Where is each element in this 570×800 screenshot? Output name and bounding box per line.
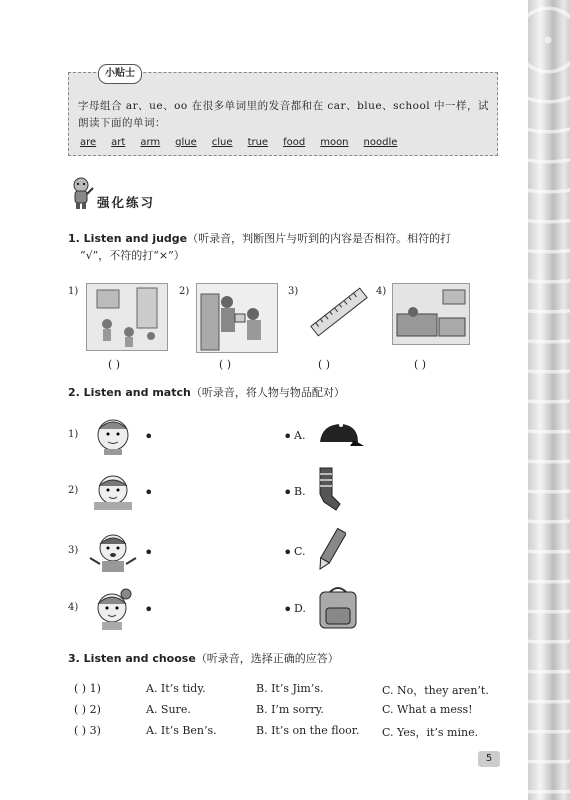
q3-option-a: A. It’s Ben’s. xyxy=(146,724,217,737)
q3-option-b: B. It’s Jim’s. xyxy=(256,682,324,695)
q3-heading xyxy=(68,650,339,666)
q2-instruction: （听录音，将人物与物品配对） xyxy=(190,386,345,399)
q1-answer-paren[interactable]: ( ) xyxy=(318,358,331,371)
q2-object-letter: D. xyxy=(294,602,306,615)
mascot-icon xyxy=(68,176,94,210)
q3-option-c: C. Yes，it’s mine. xyxy=(382,726,479,739)
q1-picture-gift xyxy=(196,283,278,353)
q3-option-a: A. It’s tidy. xyxy=(146,682,206,695)
q3-instruction: （听录音，选择正确的应答） xyxy=(195,652,339,665)
section-title: 强化练习 xyxy=(97,195,156,210)
q1-item-number: 2) xyxy=(179,286,190,297)
girl-face-icon xyxy=(90,472,136,510)
q1-answer-paren[interactable]: ( ) xyxy=(414,358,427,371)
q3-option-c: C. What a mess! xyxy=(382,703,473,716)
q1-answer-paren[interactable]: ( ) xyxy=(108,358,121,371)
q2-heading xyxy=(68,384,345,400)
q3-option-b: B. I’m sorry. xyxy=(256,703,324,716)
boy-face-icon xyxy=(90,415,136,455)
boy-shrug-icon xyxy=(88,530,138,572)
girl-ponytail-icon xyxy=(90,586,136,630)
match-dot[interactable]: • xyxy=(283,427,293,446)
match-dot[interactable]: • xyxy=(144,543,154,562)
q3-option-c: C. No，they aren’t. xyxy=(382,684,489,697)
tip-word: are xyxy=(80,137,97,148)
cap-icon xyxy=(314,420,364,452)
q3-option-a: A. Sure. xyxy=(146,703,191,716)
q2-object-letter: A. xyxy=(294,429,306,442)
tip-word: food xyxy=(283,137,306,148)
tip-word-list xyxy=(80,137,412,148)
q2-object-letter: C. xyxy=(294,545,306,558)
q1-picture-messy-room xyxy=(392,283,470,345)
page-edge-decoration xyxy=(528,0,570,800)
q1-item-number: 4) xyxy=(376,286,387,297)
q2-person-number: 4) xyxy=(68,602,79,613)
q1-item-number: 1) xyxy=(68,286,79,297)
q3-answer-paren[interactable]: ( ) 1) xyxy=(74,682,101,695)
q2-title: 2. Listen and match xyxy=(68,386,191,399)
tip-text: 字母组合 ar、ue、oo 在很多单词里的发音都和在 car、blue、school 中一样，试朗读下面的单词： xyxy=(78,100,489,129)
tip-word: moon xyxy=(320,137,349,148)
match-dot[interactable]: • xyxy=(144,427,154,446)
tip-word: true xyxy=(247,137,269,148)
match-dot[interactable]: • xyxy=(283,543,293,562)
q2-person-number: 2) xyxy=(68,485,79,496)
q2-person-number: 1) xyxy=(68,429,79,440)
match-dot[interactable]: • xyxy=(144,600,154,619)
q1-answer-paren[interactable]: ( ) xyxy=(219,358,232,371)
q1-item-number: 3) xyxy=(288,286,299,297)
tip-word: noodle xyxy=(363,137,398,148)
tip-tag: 小贴士 xyxy=(98,64,142,84)
q2-object-letter: B. xyxy=(294,485,306,498)
tip-word: clue xyxy=(211,137,233,148)
match-dot[interactable]: • xyxy=(144,483,154,502)
pencil-icon xyxy=(316,526,346,574)
q1-title: 1. Listen and judge xyxy=(68,232,188,245)
tip-word: arm xyxy=(140,137,161,148)
q1-instruction-2: “√”，不符的打“×”） xyxy=(80,249,185,262)
page-number: 5 xyxy=(478,751,500,767)
match-dot[interactable]: • xyxy=(283,600,293,619)
q1-picture-classroom xyxy=(86,283,168,351)
q3-answer-paren[interactable]: ( ) 2) xyxy=(74,703,101,716)
q1-heading xyxy=(68,230,451,246)
q1-picture-ruler xyxy=(306,284,372,340)
tip-word: glue xyxy=(175,137,197,148)
q3-option-b: B. It’s on the floor. xyxy=(256,724,360,737)
schoolbag-icon xyxy=(314,584,362,630)
q1-instruction: （听录音，判断图片与听到的内容是否相符。相符的打 xyxy=(187,232,452,245)
match-dot[interactable]: • xyxy=(283,483,293,502)
tip-word: art xyxy=(111,137,126,148)
socks-icon xyxy=(314,466,344,512)
q2-person-number: 3) xyxy=(68,545,79,556)
q3-title: 3. Listen and choose xyxy=(68,652,196,665)
q3-answer-paren[interactable]: ( ) 3) xyxy=(74,724,101,737)
